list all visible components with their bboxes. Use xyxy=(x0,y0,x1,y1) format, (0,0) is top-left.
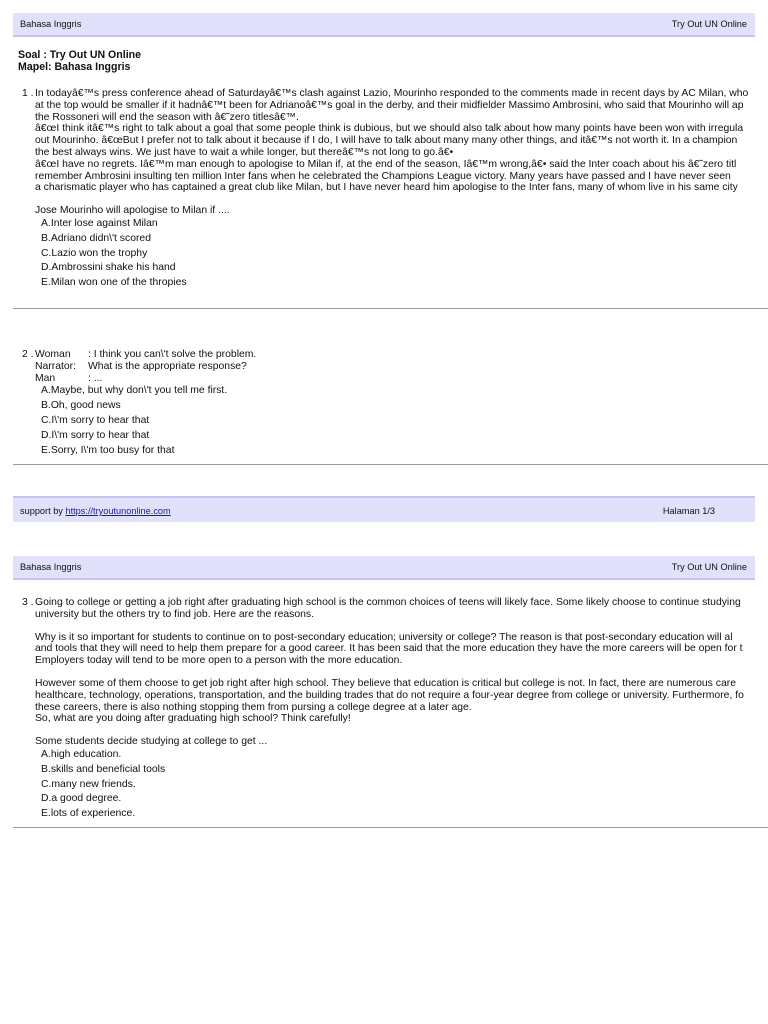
passage-line: â€œI have no regrets. Iâ€™m man enough to apologise to Milan if, at the end of the season, Iâ€™m wrong,â€• said the Inter coach about his â€˜zero titl xyxy=(35,158,737,170)
answer-options xyxy=(41,384,768,458)
question-divider xyxy=(13,308,768,309)
passage-line: at the top would be smaller if it hadnâ€™t been for Adrianoâ€™s goal in the derby, and their midfielder Massimo Ambrosini, who said that Mourinho will ap xyxy=(35,99,744,111)
passage-line: Why is it so important for students to continue on to post-secondary education; university or college? The reason is that post-secondary education will al xyxy=(35,631,733,643)
question-3 xyxy=(22,597,768,822)
dialogue-text: What is the appropriate response? xyxy=(88,360,247,372)
passage-line: the Rossoneri will end the season with â€˜zero titlesâ€™. xyxy=(35,111,299,123)
answer-option-b[interactable]: B.Adriano didn\'t scored xyxy=(41,232,151,244)
question-number: 1 . xyxy=(22,88,34,99)
passage-line: and tools that they will need to help them prepare for a good career. It has been said that the more education they have the more careers will be open for t xyxy=(35,643,743,655)
answer-option-e[interactable]: E.lots of experience. xyxy=(41,808,136,820)
dialogue-speaker: Woman xyxy=(35,349,71,360)
soal-title: Soal : Try Out UN Online xyxy=(18,49,142,61)
support-link[interactable]: https://tryoutunonline.com xyxy=(65,506,171,516)
support-text xyxy=(20,506,171,518)
dialogue-speaker: Narrator: xyxy=(35,360,76,372)
question-2 xyxy=(22,349,768,458)
passage-line: In todayâ€™s press conference ahead of Saturdayâ€™s clash against Lazio, Mourinho responded to the comments made in recent days by AC Milan, who xyxy=(35,88,749,99)
answer-option-a[interactable]: A.Inter lose against Milan xyxy=(41,217,158,229)
passage-line: the best always wins. We just have to wait a while longer, but thereâ€™s not long to go.â€• xyxy=(35,146,454,158)
passage-line: â€œI think itâ€™s right to talk about a goal that some people think is dubious, but we should also talk about how many points have been won with irregula xyxy=(35,123,744,135)
answer-option-b[interactable]: B.skills and beneficial tools xyxy=(41,763,166,775)
question-stem: Jose Mourinho will apologise to Milan if .... xyxy=(35,205,230,217)
page-number: Halaman 1/3 xyxy=(662,506,715,516)
answer-option-a[interactable]: A.high education. xyxy=(41,748,122,760)
question-stem: Some students decide studying at college to get ... xyxy=(35,736,268,748)
passage-line: university but the others try to find job. Here are the reasons. xyxy=(35,608,314,620)
question-1 xyxy=(22,88,768,291)
dialogue-line xyxy=(35,349,768,361)
mapel-title: Mapel: Bahasa Inggris xyxy=(18,61,131,73)
answer-option-d[interactable]: D.Ambrossini shake his hand xyxy=(41,262,176,274)
answer-option-c[interactable]: C.Lazio won the trophy xyxy=(41,247,148,259)
question-number: 3 . xyxy=(22,597,34,608)
dialogue-line xyxy=(35,361,768,373)
passage-line: healthcare, technology, operations, transportation, and the building trades that do not require a four-year degree from college or university. Furthermore, fo xyxy=(35,689,744,701)
dialogue-speaker: Man xyxy=(35,372,56,384)
passage-line: Going to college or getting a job right after graduating high school is the common choices of teens will likely face. Some likely choose to continue studying xyxy=(35,597,741,608)
answer-option-d[interactable]: D.a good degree. xyxy=(41,793,122,805)
passage-line: So, what are you doing after graduating high school? Think carefully! xyxy=(35,713,351,725)
answer-options xyxy=(41,217,768,291)
passage-line: Employers today will tend to be more open to a person with the more education. xyxy=(35,655,403,667)
answer-option-e[interactable]: E.Sorry, I\'m too busy for that xyxy=(41,444,175,456)
header-site: Try Out UN Online xyxy=(671,562,747,572)
dialogue-text: : ... xyxy=(88,372,103,384)
page2-header xyxy=(13,556,755,580)
passage-line: these careers, there is also nothing stopping them from pursing a college degree at a later age. xyxy=(35,701,472,713)
header-subject: Bahasa Inggris xyxy=(20,562,82,572)
question-passage xyxy=(35,88,768,194)
answer-options xyxy=(41,748,768,822)
page1-header xyxy=(13,13,755,37)
dialogue-text: : I think you can\'t solve the problem. xyxy=(88,349,257,360)
passage-line: remember Ambrosini insulting ten million Inter fans when he celebrated the Champions League victory. Many years have passed and I have never seen xyxy=(35,170,731,182)
answer-option-b[interactable]: B.Oh, good news xyxy=(41,400,121,412)
page-heading xyxy=(18,49,141,73)
answer-option-c[interactable]: C.I\'m sorry to hear that xyxy=(41,414,150,426)
passage-line: However some of them choose to get job right after high school. They believe that education is critical but college is not. In fact, there are numerous care xyxy=(35,677,736,689)
question-dialogue xyxy=(35,349,768,384)
header-site: Try Out UN Online xyxy=(671,19,747,29)
passage-line: a charismatic player who has captained a great club like Milan, but I have never heard him apologise to the Inter fans, many of whom live in his same city xyxy=(35,182,738,194)
support-prefix: support by xyxy=(20,506,63,516)
question-divider xyxy=(13,464,768,465)
question-divider xyxy=(13,827,768,828)
answer-option-e[interactable]: E.Milan won one of the thropies xyxy=(41,277,187,289)
question-passage xyxy=(35,597,768,725)
dialogue-line xyxy=(35,373,768,385)
passage-line: out Mourinho. â€œBut I prefer not to talk about it because if I do, I will have to talk about many many other things, and itâ€™s not worth it. In a champion xyxy=(35,135,738,147)
answer-option-a[interactable]: A.Maybe, but why don\'t you tell me first. xyxy=(41,385,228,397)
question-number: 2 . xyxy=(22,349,34,360)
answer-option-d[interactable]: D.I\'m sorry to hear that xyxy=(41,429,150,441)
header-subject: Bahasa Inggris xyxy=(20,19,82,29)
page1-footer xyxy=(13,496,755,522)
answer-option-c[interactable]: C.many new friends. xyxy=(41,778,136,790)
